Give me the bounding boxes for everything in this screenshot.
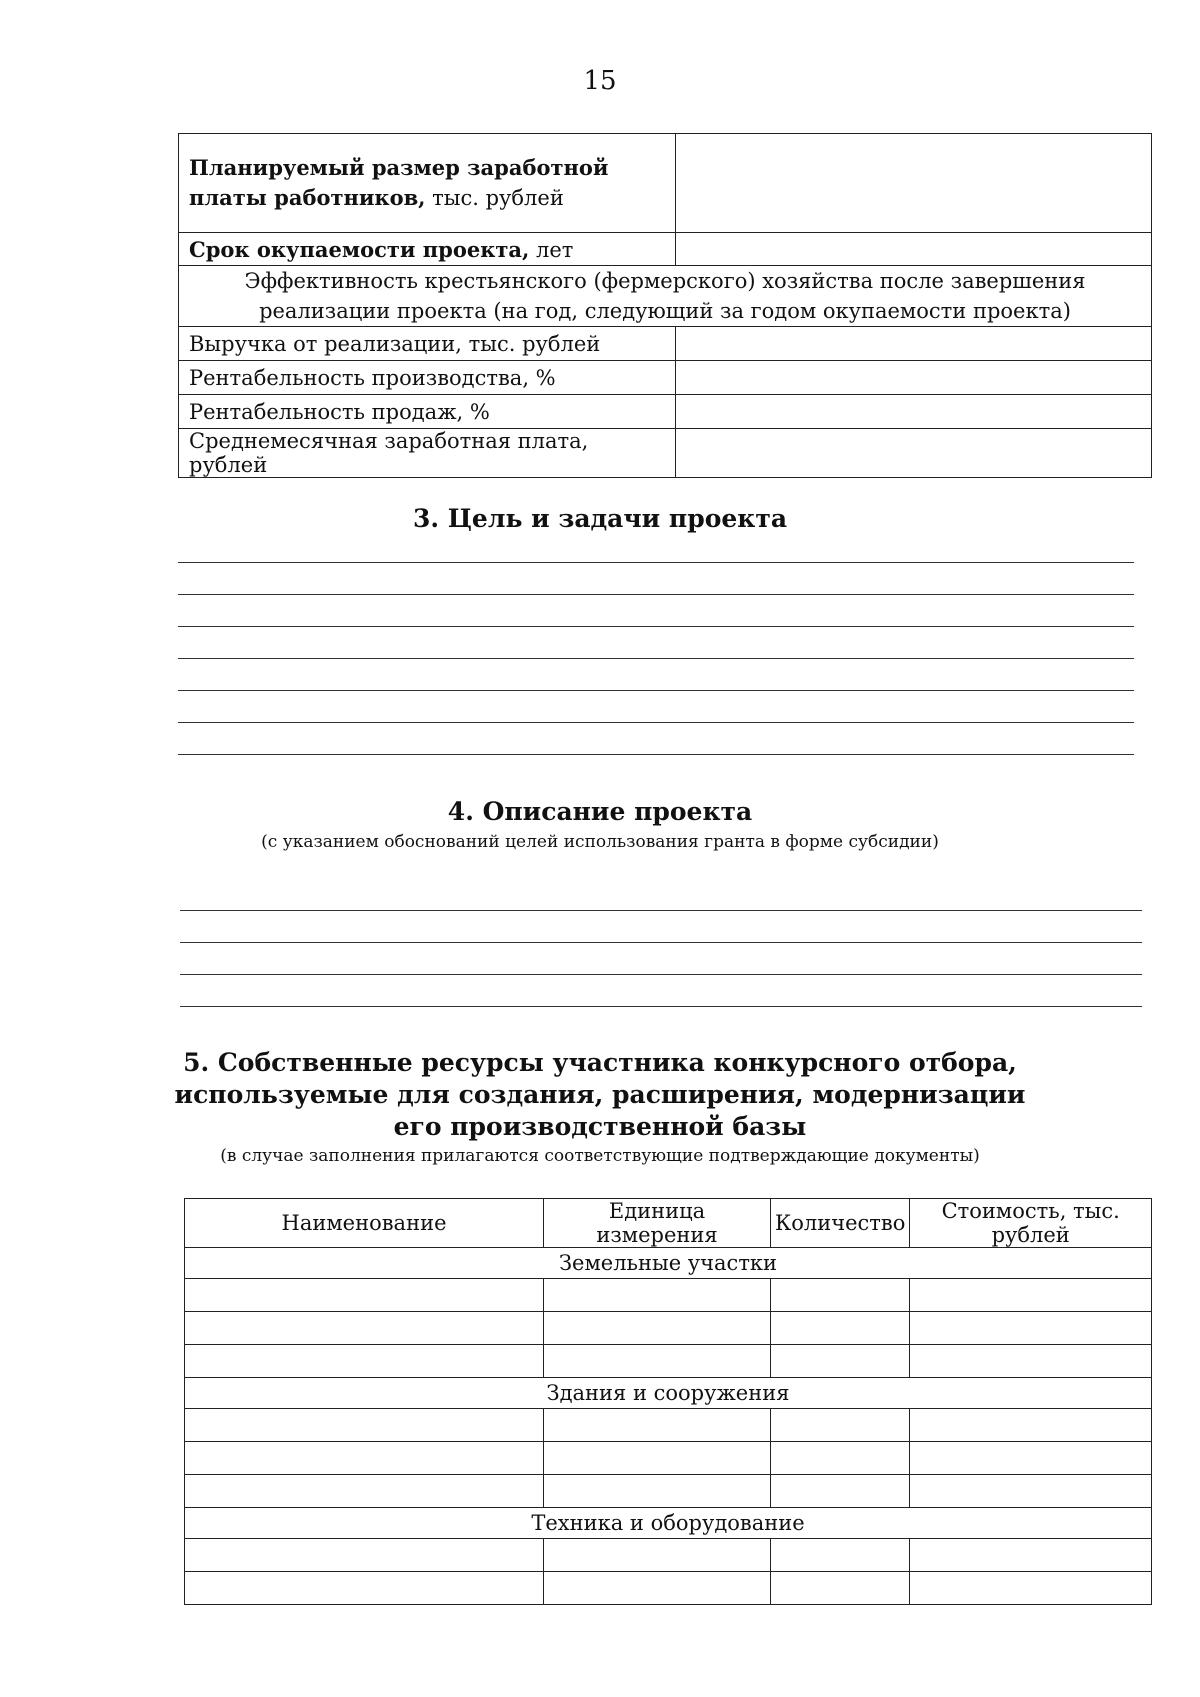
table-row bbox=[185, 1409, 1152, 1442]
efficiency-header: Эффективность крестьянского (фермерского) хозяйства после завершения реализации проекта (на год, следующий за годом окупаемости проекта) bbox=[179, 266, 1152, 327]
table-row bbox=[179, 327, 1152, 361]
production-profitability-value-cell[interactable] bbox=[676, 361, 1152, 395]
salary-label-unit: тыс. рублей bbox=[425, 186, 564, 210]
section-4-subtitle: (с указанием обоснований целей использования гранта в форме субсидии) bbox=[261, 832, 939, 852]
production-profitability-label: Рентабельность производства, % bbox=[179, 361, 676, 395]
fill-line[interactable] bbox=[178, 754, 1134, 755]
cell[interactable] bbox=[544, 1409, 771, 1442]
cell[interactable] bbox=[771, 1409, 910, 1442]
group-row bbox=[185, 1248, 1152, 1279]
fill-line[interactable] bbox=[178, 658, 1134, 659]
cell[interactable] bbox=[544, 1312, 771, 1345]
table-row bbox=[185, 1442, 1152, 1475]
table-row bbox=[179, 361, 1152, 395]
payback-value-cell[interactable] bbox=[676, 233, 1152, 266]
fill-line[interactable] bbox=[178, 722, 1134, 723]
section-5-title-line-1: 5. Собственные ресурсы участника конкурсного отбора, bbox=[183, 1048, 1017, 1077]
cell[interactable] bbox=[185, 1539, 544, 1572]
fill-line[interactable] bbox=[180, 1006, 1142, 1007]
table-row bbox=[185, 1279, 1152, 1312]
salary-label-cell bbox=[179, 134, 676, 233]
table-header-row bbox=[185, 1199, 1152, 1248]
indicators-table bbox=[178, 133, 1152, 478]
page-number: 15 bbox=[583, 66, 617, 96]
sales-profitability-label: Рентабельность продаж, % bbox=[179, 395, 676, 429]
column-header-name: Наименование bbox=[185, 1199, 544, 1248]
salary-label-bold: Планируемый размер заработной платы работников, bbox=[189, 155, 609, 210]
resources-table bbox=[184, 1198, 1152, 1605]
cell[interactable] bbox=[771, 1539, 910, 1572]
sales-profitability-value-cell[interactable] bbox=[676, 395, 1152, 429]
cell[interactable] bbox=[185, 1572, 544, 1605]
cell[interactable] bbox=[910, 1442, 1152, 1475]
column-header-cost: Стоимость, тыс. рублей bbox=[910, 1199, 1152, 1248]
table-row bbox=[185, 1345, 1152, 1378]
group-row bbox=[185, 1508, 1152, 1539]
fill-line[interactable] bbox=[180, 910, 1142, 911]
table-row bbox=[179, 233, 1152, 266]
fill-line[interactable] bbox=[178, 562, 1134, 563]
cell[interactable] bbox=[544, 1475, 771, 1508]
cell[interactable] bbox=[544, 1345, 771, 1378]
section-5-subtitle: (в случае заполнения прилагаются соответствующие подтверждающие документы) bbox=[220, 1146, 980, 1166]
column-header-quantity: Количество bbox=[771, 1199, 910, 1248]
group-land-plots: Земельные участки bbox=[185, 1248, 1152, 1279]
payback-label-unit: лет bbox=[529, 237, 574, 262]
cell[interactable] bbox=[185, 1312, 544, 1345]
fill-line[interactable] bbox=[178, 626, 1134, 627]
cell[interactable] bbox=[771, 1475, 910, 1508]
cell[interactable] bbox=[771, 1312, 910, 1345]
avg-salary-value-cell[interactable] bbox=[676, 429, 1152, 478]
fill-line[interactable] bbox=[178, 594, 1134, 595]
cell[interactable] bbox=[771, 1345, 910, 1378]
payback-label-bold: Срок окупаемости проекта, bbox=[189, 236, 530, 262]
cell[interactable] bbox=[771, 1572, 910, 1605]
table-row bbox=[185, 1312, 1152, 1345]
fill-line[interactable] bbox=[180, 942, 1142, 943]
group-row bbox=[185, 1378, 1152, 1409]
cell[interactable] bbox=[771, 1442, 910, 1475]
cell[interactable] bbox=[771, 1279, 910, 1312]
cell[interactable] bbox=[185, 1279, 544, 1312]
section-5-title-line-2: используемые для создания, расширения, модернизации bbox=[174, 1080, 1026, 1109]
cell[interactable] bbox=[185, 1475, 544, 1508]
cell[interactable] bbox=[910, 1312, 1152, 1345]
cell[interactable] bbox=[544, 1279, 771, 1312]
cell[interactable] bbox=[910, 1345, 1152, 1378]
cell[interactable] bbox=[544, 1442, 771, 1475]
section-5-title-line-3: его производственной базы bbox=[393, 1112, 807, 1141]
table-row bbox=[185, 1475, 1152, 1508]
table-row bbox=[185, 1539, 1152, 1572]
cell[interactable] bbox=[910, 1572, 1152, 1605]
cell[interactable] bbox=[185, 1442, 544, 1475]
cell[interactable] bbox=[910, 1279, 1152, 1312]
fill-line[interactable] bbox=[178, 690, 1134, 691]
table-row bbox=[179, 266, 1152, 327]
cell[interactable] bbox=[910, 1409, 1152, 1442]
section-3-title: 3. Цель и задачи проекта bbox=[412, 504, 788, 533]
cell[interactable] bbox=[185, 1409, 544, 1442]
cell[interactable] bbox=[185, 1345, 544, 1378]
table-row bbox=[185, 1572, 1152, 1605]
payback-label-cell bbox=[179, 233, 676, 266]
cell[interactable] bbox=[544, 1572, 771, 1605]
table-row bbox=[179, 134, 1152, 233]
revenue-value-cell[interactable] bbox=[676, 327, 1152, 361]
avg-salary-label: Среднемесячная заработная плата, рублей bbox=[179, 429, 676, 478]
group-buildings: Здания и сооружения bbox=[185, 1378, 1152, 1409]
table-row bbox=[179, 429, 1152, 478]
cell[interactable] bbox=[544, 1539, 771, 1572]
cell[interactable] bbox=[910, 1539, 1152, 1572]
section-4-title: 4. Описание проекта bbox=[447, 797, 753, 826]
table-row bbox=[179, 395, 1152, 429]
salary-value-cell[interactable] bbox=[676, 134, 1152, 233]
group-machinery: Техника и оборудование bbox=[185, 1508, 1152, 1539]
revenue-label: Выручка от реализации, тыс. рублей bbox=[179, 327, 676, 361]
column-header-unit: Единица измерения bbox=[544, 1199, 771, 1248]
cell[interactable] bbox=[910, 1475, 1152, 1508]
fill-line[interactable] bbox=[180, 974, 1142, 975]
